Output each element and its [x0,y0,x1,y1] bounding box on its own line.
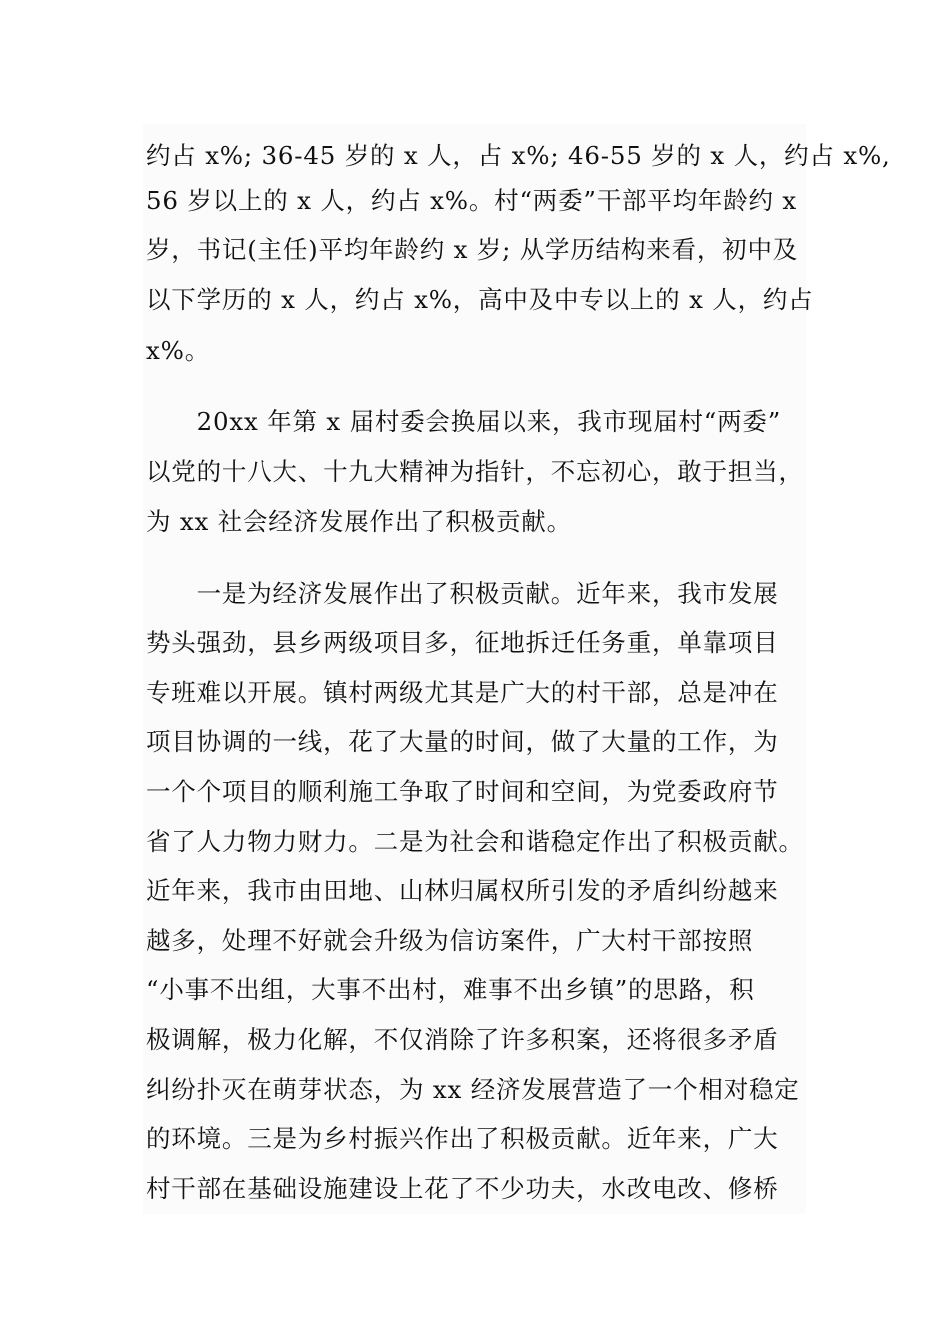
text-line: 约占 x%; 36-45 岁的 x 人，占 x%; 46-55 岁的 x 人，约占 x%, [146,141,891,170]
text-line: 纠纷扑灭在萌芽状态，为 xx 经济发展营造了一个相对稳定 [146,1075,800,1104]
text-line: 专班难以开展。镇村两级尤其是广大的村干部，总是冲在 [146,678,779,707]
text-line: 56 岁以上的 x 人，约占 x%。村“两委”干部平均年龄约 x [146,186,797,215]
text-line: 20xx 年第 x 届村委会换届以来，我市现届村“两委” [146,407,782,436]
text-line: 越多，处理不好就会升级为信访案件，广大村干部按照 [146,926,754,955]
text-line: 的环境。三是为乡村振兴作出了积极贡献。近年来，广大 [146,1124,779,1153]
text-line: 以党的十八大、十九大精神为指针，不忘初心，敢于担当， [146,457,804,486]
text-line: 项目协调的一线，花了大量的时间，做了大量的工作，为 [146,727,779,756]
text-line: x%。 [146,336,210,365]
text-line: 极调解，极力化解，不仅消除了许多积案，还将很多矛盾 [146,1025,779,1054]
document-text-block [143,124,891,1214]
text-line: 势头强劲，县乡两级项目多，征地拆迁任务重，单靠项目 [146,628,779,657]
text-line: 为 xx 社会经济发展作出了积极贡献。 [146,507,572,536]
text-line: 岁，书记(主任)平均年龄约 x 岁; 从学历结构来看，初中及 [146,235,799,264]
text-line: 以下学历的 x 人，约占 x%，高中及中专以上的 x 人，约占 [146,285,814,314]
text-line: 一个个项目的顺利施工争取了时间和空间，为党委政府节 [146,777,779,806]
text-line: 一是为经济发展作出了积极贡献。近年来，我市发展 [146,579,779,608]
text-line: “小事不出组，大事不出村，难事不出乡镇”的思路，积 [146,975,755,1004]
text-line: 村干部在基础设施建设上花了不少功夫，水改电改、修桥 [146,1174,779,1203]
text-line: 省了人力物力财力。二是为社会和谐稳定作出了积极贡献。 [146,827,804,856]
text-line: 近年来，我市由田地、山林归属权所引发的矛盾纠纷越来 [146,876,779,905]
